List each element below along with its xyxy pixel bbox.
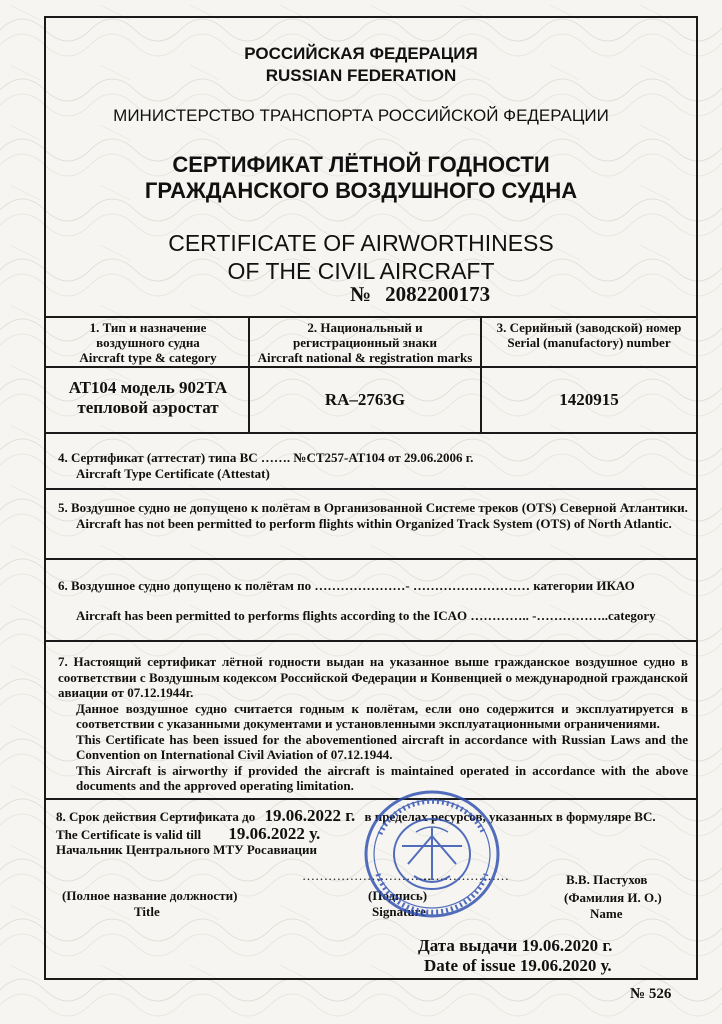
certificate-number <box>350 282 490 307</box>
valid-until-en <box>56 824 320 844</box>
signature-caption-en: Signature <box>372 904 426 919</box>
title-ru-line1: СЕРТИФИКАТ ЛЁТНОЙ ГОДНОСТИ <box>172 152 550 177</box>
issue-date-en: Date of issue 19.06.2020 у. <box>424 956 612 975</box>
country-name-ru: РОССИЙСКАЯ ФЕДЕРАЦИЯ <box>244 44 478 63</box>
section-4-en: Aircraft Type Certificate (Attestat) <box>76 465 270 481</box>
section-6-ru: 6. Воздушное судно допущено к полётам по …………………- ……………………… категории ИКАО <box>58 578 635 593</box>
issuer-position: Начальник Центрального МТУ Росавиации <box>56 842 317 857</box>
number-sign: № <box>350 282 372 306</box>
section-4-ru: 4. Сертификат (аттестат) типа ВС ……. №СТ257-АТ104 от 29.06.2006 г. <box>58 450 474 465</box>
rule-table-top <box>46 316 696 318</box>
rule-col-2 <box>480 316 482 432</box>
serial-number-value: 1420915 <box>559 390 619 409</box>
col3-header-ru: 3. Серийный (заводской) номер <box>496 320 682 335</box>
position-caption-en: Title <box>134 904 160 919</box>
rule-table-bottom <box>46 432 696 434</box>
col1-header-ru-1: 1. Тип и назначение <box>89 320 207 335</box>
issue-date-ru: Дата выдачи 19.06.2020 г. <box>418 936 613 955</box>
section-6-en: Aircraft has been permitted to performs flights according to the ICAO ………….. -……………..category <box>76 607 656 623</box>
col3-header-en: Serial (manufactory) number <box>507 335 671 350</box>
rule-sec6-bottom <box>46 640 696 642</box>
aircraft-type-line2: тепловой аэростат <box>77 398 219 417</box>
page-number: № 526 <box>630 986 672 1002</box>
section-5 <box>58 500 688 531</box>
rule-col-1 <box>248 316 250 432</box>
col3-header <box>484 320 694 350</box>
ministry-name: МИНИСТЕРСТВО ТРАНСПОРТА РОССИЙСКОЙ ФЕДЕРАЦИИ <box>113 106 609 125</box>
col1-header-ru-2: воздушного судна <box>96 335 200 350</box>
rule-sec4-bottom <box>46 488 696 490</box>
title-en-line1: CERTIFICATE OF AIRWORTHINESS <box>168 230 554 256</box>
section-5-ru: 5. Воздушное судно не допущено к полётам в Организованной Системе треков (OTS) Северной Атлантики. <box>58 500 688 515</box>
signatory-name: В.В. Пастухов <box>566 872 648 887</box>
country-name-en: RUSSIAN FEDERATION <box>265 66 457 85</box>
section-7-p3: This Certificate has been issued for the abovementioned aircraft in accordance with Russian Laws and the Convention on International Civil Aviation of 07.12.1944. <box>76 731 688 762</box>
section-6 <box>58 578 688 623</box>
title-ru-line2: ГРАЖДАНСКОГО ВОЗДУШНОГО СУДНА <box>144 178 578 203</box>
section-7 <box>58 654 688 794</box>
signature-line-left: ………………………… <box>302 868 432 883</box>
valid-until-ru-date: 19.06.2022 г. <box>264 806 356 825</box>
official-seal-stamp <box>352 784 512 924</box>
section-7-p2: Данное воздушное судно считается годным к полётам, если оно содержится и эксплуатируется в соответствии с указанными документами и установленными эксплуатационными ограничениями. <box>76 700 688 731</box>
section-7-p4: This Aircraft is airworthy if provided the aircraft is maintained operated in accordance with the above documents and the approved operating limitation. <box>76 762 688 793</box>
title-en-line2: OF THE CIVIL AIRCRAFT <box>227 258 495 284</box>
name-caption-ru: (Фамилия И. О.) <box>564 890 662 905</box>
valid-until-ru-label: 8. Срок действия Сертификата до <box>56 809 256 824</box>
section-5-en: Aircraft has not been permitted to perform flights within Organized Track System (OTS) of North Atlantic. <box>76 515 672 531</box>
signature-line-right: ………………… <box>418 868 509 883</box>
aircraft-type-value <box>50 378 246 418</box>
col1-header <box>50 320 246 365</box>
aircraft-type-line1: АТ104 модель 902ТА <box>68 378 228 397</box>
valid-until-ru-suffix: в пределах ресурсов, указанных в формуляре ВС. <box>364 809 656 824</box>
col1-header-en: Aircraft type & category <box>79 350 217 365</box>
col2-header <box>252 320 478 365</box>
col2-header-ru-1: 2. Национальный и <box>307 320 423 335</box>
name-caption-en: Name <box>590 906 623 921</box>
col2-header-en: Aircraft national & registration marks <box>257 350 473 365</box>
valid-until-en-date: 19.06.2022 у. <box>228 824 321 843</box>
rule-table-header <box>46 366 696 368</box>
position-caption-ru: (Полное название должности) <box>62 888 238 903</box>
valid-until-en-label: The Certificate is valid till <box>56 827 202 842</box>
section-4 <box>58 450 688 481</box>
section-7-p1: 7. Настоящий сертификат лётной годности выдан на указанное выше гражданское воздушное судно в соответствии с Воздушным кодексом Российской Федерации и Конвенцией о международной гражданской авиации от 07.12.1944г. <box>58 654 688 700</box>
col2-header-ru-2: регистрационный знаки <box>293 335 437 350</box>
signature-caption-ru: (Подпись) <box>368 888 428 903</box>
rule-sec5-bottom <box>46 558 696 560</box>
certificate-number-value: 2082200173 <box>385 282 491 306</box>
registration-mark-value: RA–2763G <box>324 390 406 409</box>
